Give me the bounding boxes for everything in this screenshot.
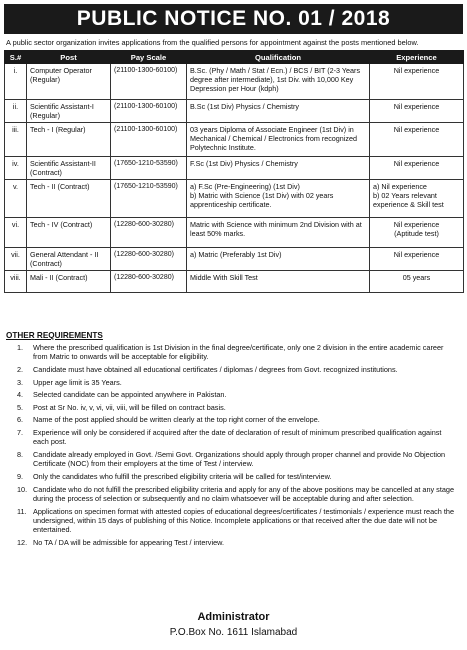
list-item <box>6 485 458 504</box>
experience-line: Nil experience <box>393 125 440 134</box>
cell-qualification <box>187 248 370 271</box>
requirements-list <box>6 343 458 551</box>
table-row <box>5 157 464 180</box>
cell-post: Scientific Assistant-II (Contract) <box>27 157 111 180</box>
cell-qualification <box>187 123 370 157</box>
item-text: No TA / DA will be admissible for appearing Test / interview. <box>33 537 225 547</box>
requirements-heading: OTHER REQUIREMENTS <box>6 331 103 340</box>
header-post: Post <box>27 51 111 64</box>
qualification-line: Matric with Science with minimum 2nd Division with at least 50% marks. <box>190 220 362 238</box>
cell-post: Scientific Assistant-I (Regular) <box>27 100 111 123</box>
table-row <box>5 218 464 248</box>
item-number: 5. <box>17 402 24 412</box>
cell-pay-scale: (17650-1210-53590) <box>111 180 187 218</box>
cell-qualification <box>187 271 370 293</box>
qualification-line: b) Matric with Science (1st Div) with 02 years apprenticeship certificate. <box>190 191 334 209</box>
cell-experience <box>370 180 464 218</box>
cell-experience <box>370 248 464 271</box>
qualification-line: Middle With Skill Test <box>190 273 258 282</box>
table-row <box>5 123 464 157</box>
cell-experience <box>370 218 464 248</box>
table-row <box>5 64 464 100</box>
notice-title: PUBLIC NOTICE NO. 01 / 2018 <box>4 4 463 34</box>
list-item <box>6 538 458 547</box>
cell-qualification <box>187 180 370 218</box>
item-number: 4. <box>17 390 24 400</box>
header-sno: S.# <box>5 51 27 64</box>
cell-post: General Attendant - II (Contract) <box>27 248 111 271</box>
cell-pay-scale: (21100-1300-60100) <box>111 100 187 123</box>
cell-experience <box>370 271 464 293</box>
address: P.O.Box No. 1611 Islamabad <box>169 627 298 638</box>
item-text: Name of the post applied should be written clearly at the top right corner of the envelope. <box>33 415 320 425</box>
intro-text: A public sector organization invites applications from the qualified persons for appointment against the posts mentioned below. <box>6 38 419 47</box>
item-number: 10. <box>17 484 28 494</box>
cell-experience <box>370 123 464 157</box>
item-text: Experience will only be considered if acquired after the date of declaration of result of minimum prescribed qualification against each post. <box>33 427 442 447</box>
item-number: 6. <box>17 415 24 425</box>
cell-pay-scale: (21100-1300-60100) <box>111 123 187 157</box>
cell-sno: vii. <box>5 248 27 271</box>
list-item <box>6 343 458 362</box>
experience-line: 05 years <box>402 273 431 282</box>
item-text: Candidate already employed in Govt. /Semi Govt. Organizations should apply through proper channel and provide No Objection Certificate (NOC) from their employers at the time of Test / interview. <box>33 449 446 469</box>
cell-pay-scale: (12280-600-30280) <box>111 218 187 248</box>
posts-table <box>4 50 464 293</box>
list-item <box>6 378 458 387</box>
item-text: Only the candidates who fulfill the prescribed eligibility criteria will be called for test/interview. <box>33 471 332 481</box>
list-item <box>6 507 458 535</box>
cell-experience <box>370 64 464 100</box>
header-pay-scale: Pay Scale <box>111 51 187 64</box>
list-item <box>6 365 458 374</box>
cell-sno: v. <box>5 180 27 218</box>
experience-line: (Aptitude test) <box>394 229 439 238</box>
item-text: Applications on specimen format with attested copies of educational degrees/certificates / testimonials / experience must reach the undersigned, within 15 days of publishing of this Notice. Incomplete applications or that received after the due date will not be entertained. <box>33 506 455 535</box>
item-number: 3. <box>17 377 24 387</box>
item-text: Candidate who do not fulfill the prescribed eligibility criteria and apply for any of the above positions may be cancelled at any stage during the process of selection or subsequently and no claim whatsoever will be acceptable during and after selection. <box>33 484 455 503</box>
experience-line: Nil experience <box>393 66 440 75</box>
item-number: 7. <box>17 427 24 437</box>
cell-post: Tech - I (Regular) <box>27 123 111 157</box>
qualification-line: a) F.Sc (Pre-Engineering) (1st Div) <box>190 182 300 191</box>
experience-line: b) 02 Years relevant experience & Skill test <box>373 191 444 209</box>
list-item <box>6 472 458 481</box>
cell-sno: i. <box>5 64 27 100</box>
header-qualification: Qualification <box>187 51 370 64</box>
item-text: Post at Sr No. iv, v, vi, vii, viii, will be filled on contract basis. <box>33 402 226 412</box>
qualification-line: a) Matric (Preferably 1st Div) <box>190 250 282 259</box>
list-item <box>6 450 458 469</box>
signatory: Administrator <box>197 611 270 623</box>
table-row <box>5 100 464 123</box>
cell-experience <box>370 100 464 123</box>
experience-line: Nil experience <box>393 250 440 259</box>
cell-post: Computer Operator (Regular) <box>27 64 111 100</box>
cell-qualification <box>187 100 370 123</box>
qualification-line: F.Sc (1st Div) Physics / Chemistry <box>190 159 298 168</box>
qualification-line: B.Sc (1st Div) Physics / Chemistry <box>190 102 300 111</box>
cell-post: Mali - II (Contract) <box>27 271 111 293</box>
cell-sno: iv. <box>5 157 27 180</box>
item-text: Upper age limit is 35 Years. <box>33 377 122 387</box>
item-text: Candidate must have obtained all educational certificates / diplomas / degrees from Govt. recognized institutions. <box>33 365 398 374</box>
list-item <box>6 390 458 399</box>
table-row <box>5 180 464 218</box>
cell-experience <box>370 157 464 180</box>
item-text: Selected candidate can be appointed anywhere in Pakistan. <box>33 390 227 400</box>
qualification-line: B.Sc. (Phy / Math / Stat / Ecn.) / BCS / BIT (2-3 Years degree after intermediate), 1st Div. with 10,000 Key Depression per Hour (kdph) <box>190 66 361 93</box>
cell-qualification <box>187 157 370 180</box>
cell-post: Tech - IV (Contract) <box>27 218 111 248</box>
item-number: 9. <box>17 471 24 481</box>
header-experience: Experience <box>370 51 464 64</box>
experience-line: Nil experience <box>393 159 440 168</box>
item-number: 11. <box>17 506 27 516</box>
cell-pay-scale: (12280-600-30280) <box>111 248 187 271</box>
cell-qualification <box>187 64 370 100</box>
list-item <box>6 403 458 412</box>
cell-qualification <box>187 218 370 248</box>
cell-pay-scale: (12280-600-30280) <box>111 271 187 293</box>
experience-line: Nil experience <box>393 102 440 111</box>
table-row <box>5 271 464 293</box>
cell-sno: iii. <box>5 123 27 157</box>
qualification-line: 03 years Diploma of Associate Engineer (1st Div) in Mechanical / Chemical / Electronics from recognized Polytechnic Institute. <box>190 125 357 152</box>
item-number: 1. <box>17 343 24 352</box>
item-number: 2. <box>17 365 24 374</box>
cell-pay-scale: (17650-1210-53590) <box>111 157 187 180</box>
cell-sno: vi. <box>5 218 27 248</box>
list-item <box>6 428 458 447</box>
cell-sno: viii. <box>5 271 27 293</box>
item-number: 8. <box>17 449 24 459</box>
table-row <box>5 248 464 271</box>
item-text: Where the prescribed qualification is 1st Division in the final degree/certificate, only one 2 division in the entire academic career from Matric to onwards will be acceptable for eligibility. <box>33 343 444 362</box>
cell-sno: ii. <box>5 100 27 123</box>
experience-line: a) Nil experience <box>373 182 427 191</box>
item-number: 12. <box>17 537 28 547</box>
cell-pay-scale: (21100-1300-60100) <box>111 64 187 100</box>
table-header-row <box>5 51 464 64</box>
list-item <box>6 415 458 424</box>
experience-line: Nil experience <box>393 220 440 229</box>
cell-post: Tech - II (Contract) <box>27 180 111 218</box>
